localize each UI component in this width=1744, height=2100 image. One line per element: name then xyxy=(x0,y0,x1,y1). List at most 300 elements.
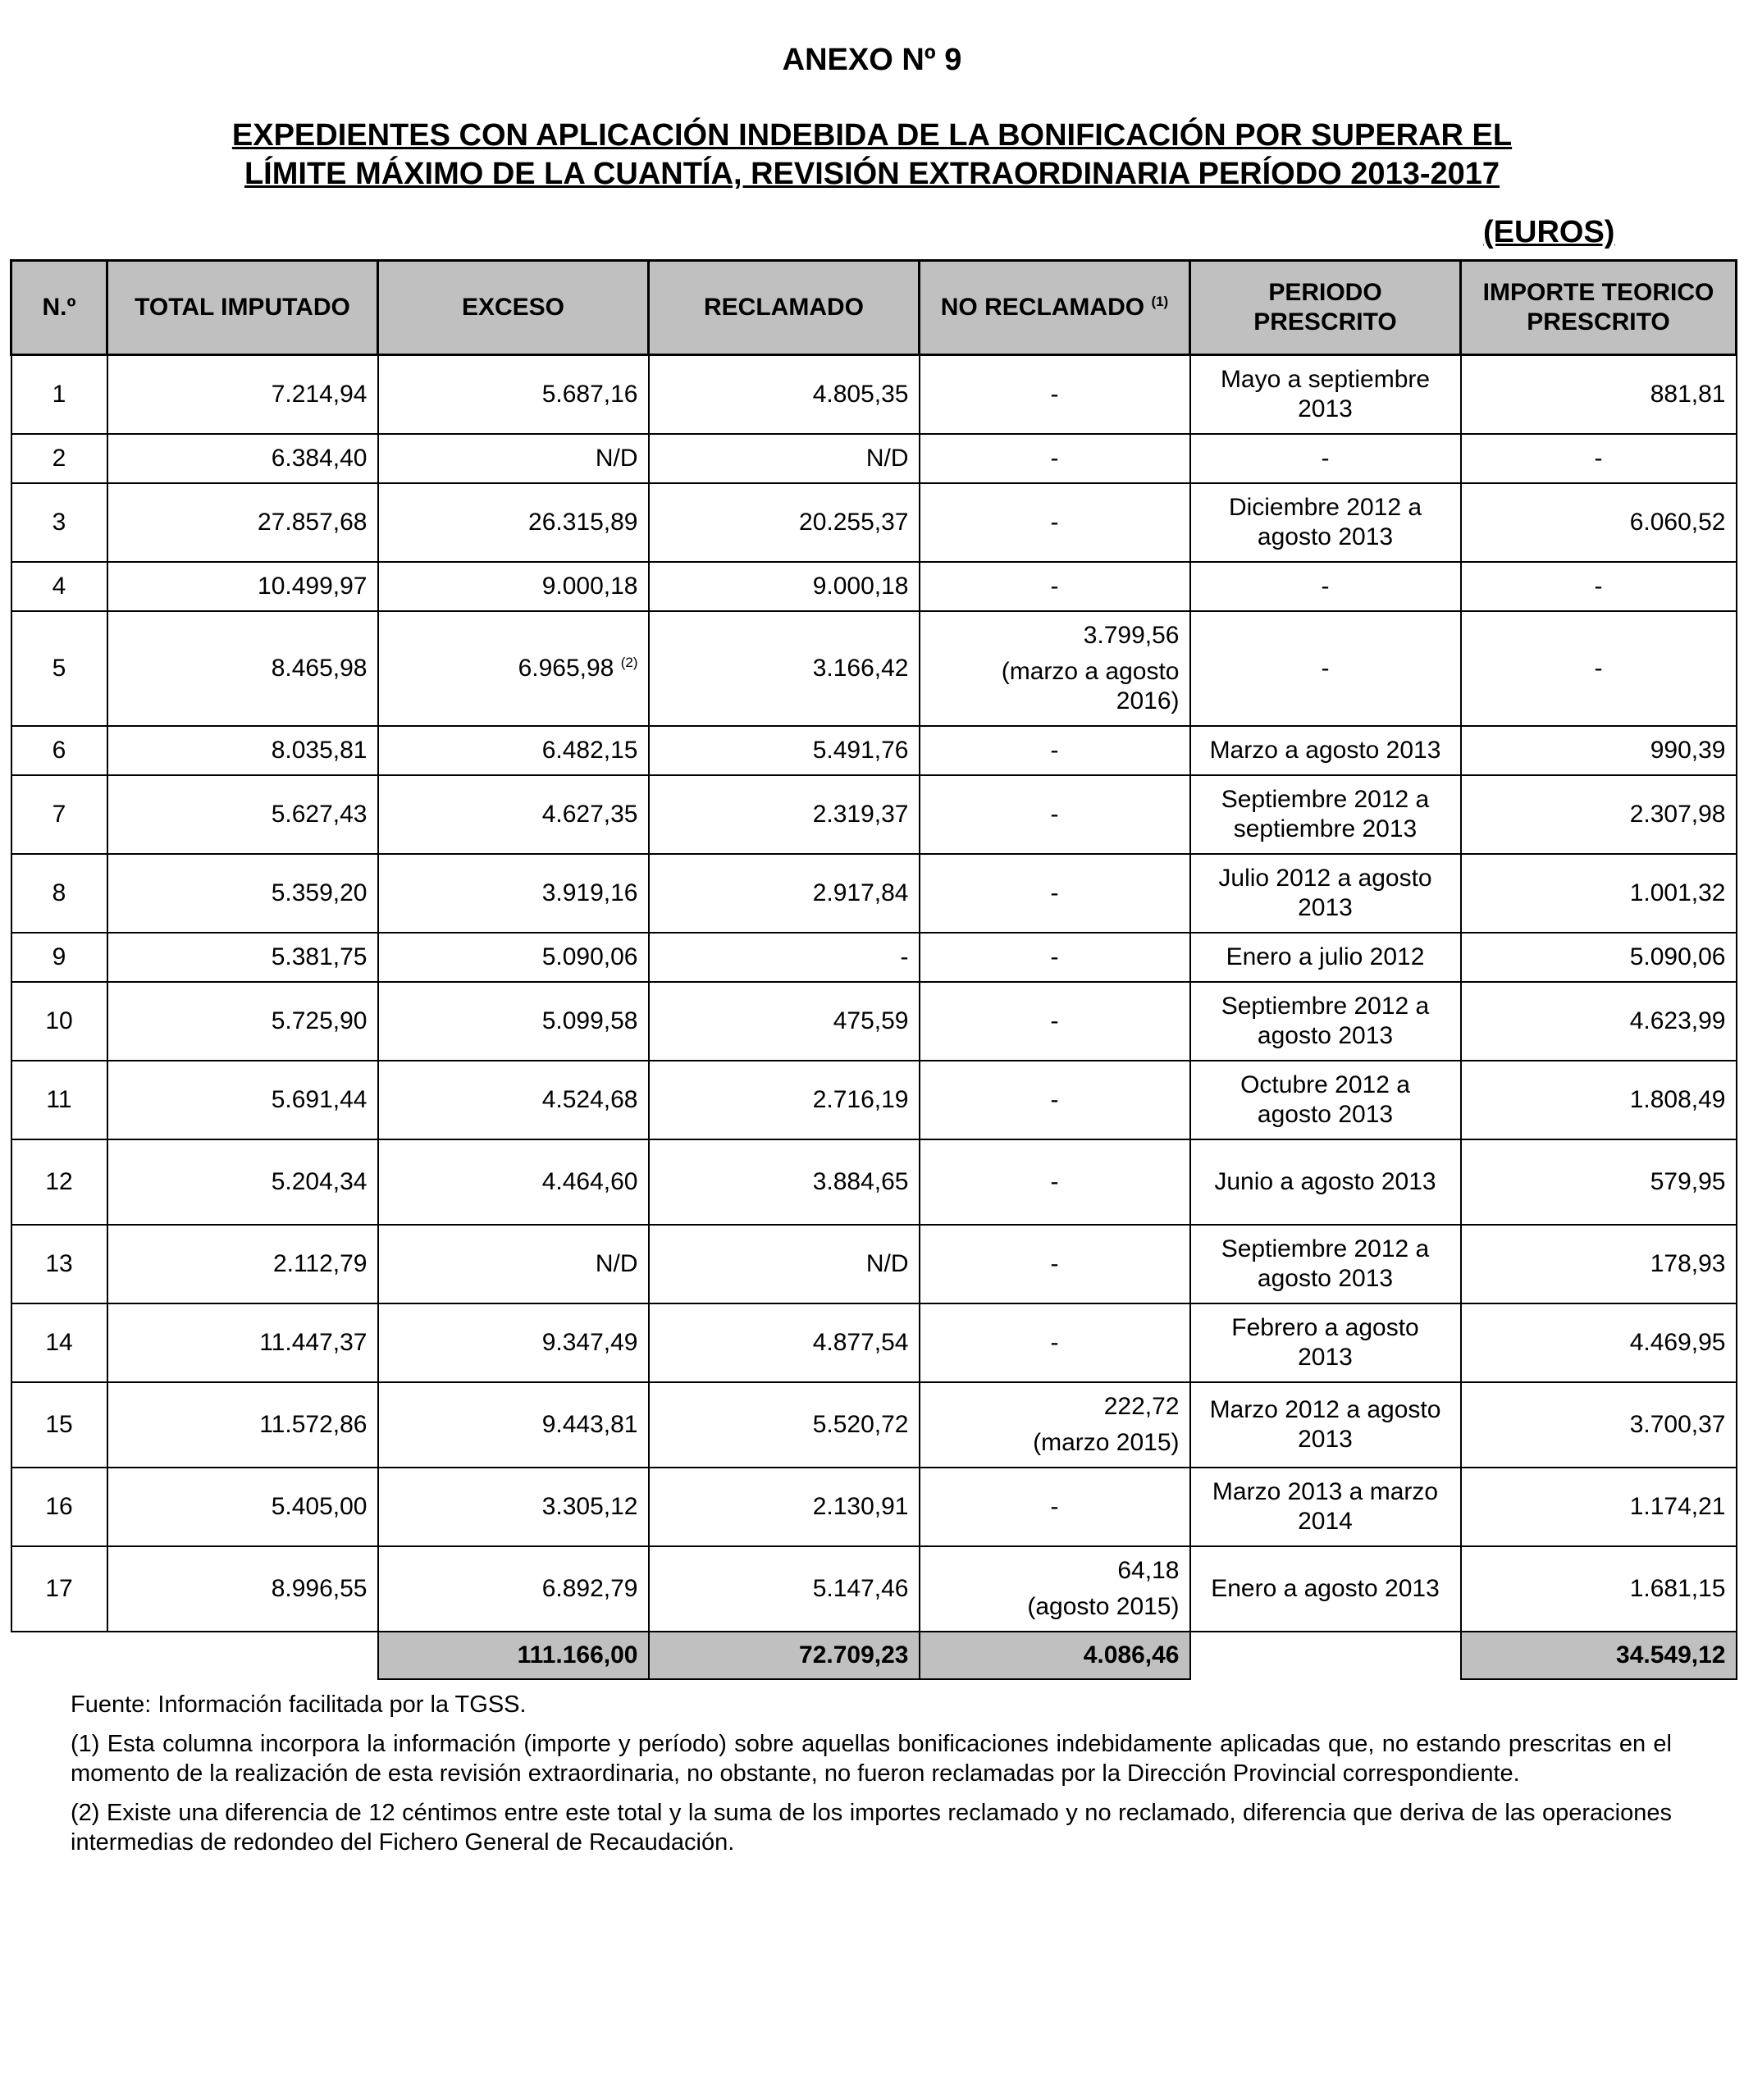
cell-num xyxy=(11,611,107,726)
cell-exceso-value: 5.687,16 xyxy=(541,380,638,408)
cell-importe-teorico xyxy=(1461,1225,1737,1303)
cell-reclamado xyxy=(649,611,920,726)
cell-no-reclamado-amount: - xyxy=(1050,444,1059,472)
cell-periodo-prescrito xyxy=(1190,933,1461,982)
cell-total-value: 5.381,75 xyxy=(271,943,368,970)
table-row xyxy=(11,726,1737,775)
cell-importe-value: 4.469,95 xyxy=(1629,1328,1726,1356)
cell-periodo-prescrito xyxy=(1190,1382,1461,1468)
cell-num xyxy=(11,775,107,854)
cell-periodo-line-1: - xyxy=(1321,444,1330,472)
cell-importe-value: 1.681,15 xyxy=(1629,1574,1726,1602)
cell-no-reclamado xyxy=(920,726,1190,775)
cell-no-reclamado xyxy=(920,1468,1190,1546)
cell-importe-teorico xyxy=(1461,1546,1737,1632)
cell-no-reclamado xyxy=(920,1139,1190,1225)
cell-reclamado-value: 9.000,18 xyxy=(812,572,909,600)
cell-reclamado-value: 475,59 xyxy=(833,1007,909,1034)
table-row xyxy=(11,611,1737,726)
cell-reclamado-value: 5.147,46 xyxy=(812,1574,909,1602)
cell-exceso xyxy=(378,933,649,982)
total-importe xyxy=(1461,1632,1737,1679)
cell-no-reclamado xyxy=(920,355,1190,434)
cell-total-value: 6.384,40 xyxy=(271,444,368,472)
cell-total-value: 5.204,34 xyxy=(271,1167,368,1195)
table-row xyxy=(11,562,1737,611)
cell-importe-teorico xyxy=(1461,1382,1737,1468)
header-reclamado: RECLAMADO xyxy=(649,261,920,355)
cell-exceso xyxy=(378,1139,649,1225)
footnote-2: (2) Existe una diferencia de 12 céntimos entre este total y la suma de los importes reclamado y no reclamado, diferencia que deriva de las operaciones intermedias de redondeo del Fichero General de Recaudación. xyxy=(71,1800,1672,1856)
cell-total-value: 5.627,43 xyxy=(271,800,368,828)
cell-importe-value: 6.060,52 xyxy=(1629,508,1726,536)
cell-reclamado-value: 2.917,84 xyxy=(812,879,909,906)
cell-reclamado-value: 3.166,42 xyxy=(812,654,909,682)
cell-num-value: 11 xyxy=(46,1085,72,1113)
cell-reclamado xyxy=(649,775,920,854)
cell-periodo-line-2: septiembre 2013 xyxy=(1233,815,1418,842)
title-line-1: EXPEDIENTES CON APLICACIÓN INDEBIDA DE LA BONIFICACIÓN POR SUPERAR EL xyxy=(231,118,1513,153)
annex-number: ANEXO Nº 9 xyxy=(782,43,962,77)
cell-importe-value: 3.700,37 xyxy=(1629,1410,1726,1438)
cell-total-imputado xyxy=(107,775,378,854)
cell-exceso-value: 4.464,60 xyxy=(541,1167,638,1195)
cell-importe-value: 881,81 xyxy=(1650,380,1726,408)
cell-exceso-value: 3.305,12 xyxy=(541,1492,638,1520)
cell-reclamado xyxy=(649,355,920,434)
cell-importe-teorico xyxy=(1461,726,1737,775)
cell-periodo-line-2: agosto 2013 xyxy=(1257,1264,1394,1292)
table-row xyxy=(11,854,1737,933)
cell-periodo-prescrito xyxy=(1190,434,1461,483)
header-total-imputado: TOTAL IMPUTADO xyxy=(107,261,378,355)
cell-reclamado xyxy=(649,1303,920,1382)
cell-num-value: 13 xyxy=(45,1249,73,1277)
cell-reclamado-value: N/D xyxy=(865,444,909,472)
table-row xyxy=(11,1139,1737,1225)
cell-no-reclamado-amount: - xyxy=(1050,736,1059,764)
cell-total-imputado xyxy=(107,562,378,611)
cell-no-reclamado-amount: - xyxy=(1050,508,1059,536)
cell-periodo-line-2: agosto 2013 xyxy=(1257,1021,1394,1049)
cell-num-value: 12 xyxy=(45,1167,73,1195)
cell-exceso xyxy=(378,562,649,611)
cell-exceso-value: 6.965,98 xyxy=(518,654,614,682)
cell-importe-value: 1.174,21 xyxy=(1629,1492,1726,1520)
total-reclamado-value: 72.709,23 xyxy=(799,1641,909,1669)
cell-exceso xyxy=(378,434,649,483)
cell-num xyxy=(11,933,107,982)
cell-periodo-line-1: Enero a julio 2012 xyxy=(1226,943,1425,970)
cell-num xyxy=(11,483,107,562)
cell-total-value: 5.405,00 xyxy=(271,1492,368,1520)
cell-exceso-value: 6.892,79 xyxy=(541,1574,638,1602)
cell-no-reclamado-amount: - xyxy=(1050,1007,1059,1034)
cell-periodo-line-2: 2013 xyxy=(1298,395,1353,422)
total-exceso-value: 111.166,00 xyxy=(517,1641,638,1669)
cell-no-reclamado-amount: - xyxy=(1050,879,1059,906)
cell-no-reclamado-amount: - xyxy=(1050,1492,1059,1520)
cell-periodo-prescrito xyxy=(1190,355,1461,434)
cell-reclamado xyxy=(649,982,920,1061)
cell-periodo-line-1: Marzo a agosto 2013 xyxy=(1209,736,1441,764)
header-no-reclamado-label: NO RECLAMADO xyxy=(940,294,1145,321)
cell-exceso-value: N/D xyxy=(595,444,638,472)
total-no-reclamado-value: 4.086,46 xyxy=(1083,1641,1180,1669)
cell-periodo-prescrito xyxy=(1190,1061,1461,1139)
cell-periodo-prescrito xyxy=(1190,1303,1461,1382)
cell-num-value: 7 xyxy=(52,800,66,828)
cell-reclamado xyxy=(649,1139,920,1225)
cell-num xyxy=(11,1382,107,1468)
cell-importe-teorico xyxy=(1461,933,1737,982)
cell-no-reclamado-amount: - xyxy=(1050,943,1059,970)
header-exceso: EXCESO xyxy=(378,261,649,355)
cell-num xyxy=(11,1225,107,1303)
cell-total-value: 10.499,97 xyxy=(258,572,368,600)
cell-exceso xyxy=(378,1468,649,1546)
cell-total-imputado xyxy=(107,434,378,483)
cell-periodo-prescrito xyxy=(1190,1546,1461,1632)
cell-importe-teorico xyxy=(1461,854,1737,933)
units-label: (EUROS) xyxy=(1483,215,1615,249)
table-row xyxy=(11,355,1737,434)
cell-num-value: 1 xyxy=(52,380,66,408)
cell-total-imputado xyxy=(107,1303,378,1382)
cell-total-imputado xyxy=(107,1061,378,1139)
cell-importe-teorico xyxy=(1461,355,1737,434)
cell-total-imputado xyxy=(107,1382,378,1468)
total-blank-num xyxy=(11,1632,107,1679)
cell-periodo-line-1: Febrero a agosto xyxy=(1231,1313,1419,1341)
totals-row xyxy=(11,1632,1737,1679)
cell-no-reclamado-amount: - xyxy=(1050,1085,1059,1113)
cell-num xyxy=(11,355,107,434)
cell-reclamado-value: 3.884,65 xyxy=(812,1167,909,1195)
table-row xyxy=(11,982,1737,1061)
cell-periodo-prescrito xyxy=(1190,1139,1461,1225)
header-periodo-line-1: PERIODO xyxy=(1268,279,1382,306)
table-row xyxy=(11,1382,1737,1468)
cell-total-value: 8.996,55 xyxy=(271,1574,368,1602)
cell-exceso xyxy=(378,611,649,726)
cell-periodo-line-1: Diciembre 2012 a xyxy=(1228,493,1422,521)
cell-periodo-line-1: Marzo 2013 a marzo xyxy=(1212,1477,1439,1505)
cell-total-value: 11.572,86 xyxy=(259,1410,368,1438)
cell-exceso-value: 5.099,58 xyxy=(541,1007,638,1034)
header-periodo-line-2: PRESCRITO xyxy=(1253,308,1397,336)
cell-total-value: 8.035,81 xyxy=(271,736,368,764)
cell-periodo-line-2: agosto 2013 xyxy=(1257,1100,1394,1128)
table-header-row xyxy=(11,261,1737,355)
cell-reclamado-value: - xyxy=(900,943,909,970)
cell-num xyxy=(11,434,107,483)
cell-no-reclamado-amount: - xyxy=(1050,572,1059,600)
cell-total-value: 8.465,98 xyxy=(271,654,368,682)
cell-no-reclamado-amount: 222,72 xyxy=(1103,1392,1180,1420)
cell-reclamado-value: N/D xyxy=(865,1249,909,1277)
cell-importe-teorico xyxy=(1461,611,1737,726)
cell-total-imputado xyxy=(107,611,378,726)
cell-reclamado xyxy=(649,854,920,933)
cell-periodo-line-1: Marzo 2012 a agosto xyxy=(1209,1395,1441,1423)
cell-no-reclamado-period: (agosto 2015) xyxy=(1027,1592,1180,1620)
cell-no-reclamado xyxy=(920,611,1190,726)
cell-reclamado xyxy=(649,933,920,982)
cell-reclamado-value: 4.877,54 xyxy=(812,1328,909,1356)
cell-reclamado-value: 2.319,37 xyxy=(812,800,909,828)
cell-reclamado-value: 4.805,35 xyxy=(812,380,909,408)
cell-total-imputado xyxy=(107,355,378,434)
table-row xyxy=(11,434,1737,483)
cell-periodo-line-1: Enero a agosto 2013 xyxy=(1211,1574,1440,1602)
cell-periodo-prescrito xyxy=(1190,562,1461,611)
cell-num xyxy=(11,982,107,1061)
footnotes xyxy=(71,1690,1672,1867)
cell-periodo-prescrito xyxy=(1190,775,1461,854)
total-exceso xyxy=(378,1632,649,1679)
cell-importe-value: 4.623,99 xyxy=(1629,1007,1726,1034)
cell-reclamado-value: 2.716,19 xyxy=(812,1085,909,1113)
cell-importe-value: 5.090,06 xyxy=(1629,943,1726,970)
cell-periodo-line-1: Julio 2012 a agosto xyxy=(1218,864,1432,892)
cell-periodo-prescrito xyxy=(1190,726,1461,775)
cell-total-imputado xyxy=(107,726,378,775)
cell-num xyxy=(11,1139,107,1225)
table-row xyxy=(11,1225,1737,1303)
table-row xyxy=(11,1468,1737,1546)
cell-periodo-line-1: Septiembre 2012 a xyxy=(1221,1235,1430,1262)
cell-exceso xyxy=(378,1061,649,1139)
cell-total-value: 7.214,94 xyxy=(271,380,368,408)
cell-exceso xyxy=(378,726,649,775)
table-row xyxy=(11,1303,1737,1382)
header-importe-teorico xyxy=(1461,261,1737,355)
cell-exceso xyxy=(378,1382,649,1468)
cell-importe-value: 1.001,32 xyxy=(1629,879,1726,906)
cell-exceso-value: 9.347,49 xyxy=(541,1328,638,1356)
cell-exceso xyxy=(378,1225,649,1303)
cell-periodo-line-2: 2013 xyxy=(1298,1343,1353,1371)
cell-periodo-line-2: agosto 2013 xyxy=(1257,523,1394,550)
cell-total-imputado xyxy=(107,1468,378,1546)
cell-importe-teorico xyxy=(1461,775,1737,854)
cell-total-imputado xyxy=(107,483,378,562)
title-line-2: LÍMITE MÁXIMO DE LA CUANTÍA, REVISIÓN EXTRAORDINARIA PERÍODO 2013-2017 xyxy=(244,157,1500,191)
cell-importe-value: 990,39 xyxy=(1650,736,1726,764)
cell-no-reclamado-amount: - xyxy=(1050,1167,1059,1195)
cell-periodo-line-1: Junio a agosto 2013 xyxy=(1214,1167,1436,1195)
cell-exceso-value: 4.627,35 xyxy=(541,800,638,828)
cell-no-reclamado-amount: - xyxy=(1050,380,1059,408)
cell-reclamado xyxy=(649,1382,920,1468)
cell-total-imputado xyxy=(107,933,378,982)
cell-total-imputado xyxy=(107,982,378,1061)
cell-no-reclamado xyxy=(920,775,1190,854)
cell-reclamado xyxy=(649,726,920,775)
cell-reclamado xyxy=(649,1225,920,1303)
cell-exceso xyxy=(378,355,649,434)
cell-reclamado xyxy=(649,1546,920,1632)
cell-reclamado-value: 20.255,37 xyxy=(799,508,909,536)
cell-num-value: 17 xyxy=(45,1574,73,1602)
total-no-reclamado xyxy=(920,1632,1190,1679)
cell-no-reclamado-amount: - xyxy=(1050,1328,1059,1356)
cell-num-value: 4 xyxy=(52,572,66,600)
cell-exceso-value: 9.443,81 xyxy=(541,1410,638,1438)
cell-importe-teorico xyxy=(1461,434,1737,483)
cell-num-value: 2 xyxy=(52,444,66,472)
cell-periodo-line-2: 2013 xyxy=(1298,1425,1353,1453)
cell-no-reclamado xyxy=(920,1225,1190,1303)
cell-num-value: 8 xyxy=(52,879,66,906)
cell-no-reclamado xyxy=(920,1382,1190,1468)
cell-num xyxy=(11,726,107,775)
cell-periodo-line-2: 2014 xyxy=(1298,1507,1353,1535)
cell-num-value: 10 xyxy=(45,1007,73,1034)
table-row xyxy=(11,775,1737,854)
cell-num xyxy=(11,1468,107,1546)
cell-exceso-value: N/D xyxy=(595,1249,638,1277)
cell-importe-value: 1.808,49 xyxy=(1629,1085,1726,1113)
cell-no-reclamado-period-2: 2016) xyxy=(1116,687,1180,714)
cell-exceso xyxy=(378,1546,649,1632)
cell-periodo-line-2: 2013 xyxy=(1298,893,1353,921)
cell-reclamado xyxy=(649,1061,920,1139)
cell-num-value: 3 xyxy=(52,508,66,536)
cell-num-value: 15 xyxy=(45,1410,73,1438)
cell-no-reclamado xyxy=(920,982,1190,1061)
cell-importe-value: 178,93 xyxy=(1650,1249,1726,1277)
header-importe-line-2: PRESCRITO xyxy=(1527,308,1670,336)
total-blank-imputado xyxy=(107,1632,378,1679)
cell-importe-teorico xyxy=(1461,982,1737,1061)
cell-no-reclamado xyxy=(920,483,1190,562)
cell-importe-teorico xyxy=(1461,1303,1737,1382)
cell-num-value: 5 xyxy=(52,654,66,682)
cell-reclamado xyxy=(649,434,920,483)
table-row xyxy=(11,1546,1737,1632)
cell-periodo-prescrito xyxy=(1190,1468,1461,1546)
cell-reclamado-value: 5.491,76 xyxy=(812,736,909,764)
expedientes-table xyxy=(10,259,1737,1680)
footnote-1: (1) Esta columna incorpora la información (importe y período) sobre aquellas bonificaciones indebidamente aplicadas que, no estando prescritas en el momento de la realización de esta revisión extraordinaria, no obstante, no fueron reclamadas por la Dirección Provincial correspondiente. xyxy=(71,1731,1672,1787)
cell-importe-value: 2.307,98 xyxy=(1629,800,1726,828)
cell-exceso-value: 3.919,16 xyxy=(541,879,638,906)
total-reclamado xyxy=(649,1632,920,1679)
cell-importe-teorico xyxy=(1461,1468,1737,1546)
cell-no-reclamado xyxy=(920,933,1190,982)
header-no-reclamado-note: (1) xyxy=(1151,294,1169,309)
cell-importe-teorico xyxy=(1461,483,1737,562)
cell-num-value: 6 xyxy=(52,736,66,764)
cell-importe-value: - xyxy=(1594,572,1603,600)
cell-num xyxy=(11,854,107,933)
cell-no-reclamado-amount: - xyxy=(1050,1249,1059,1277)
cell-total-value: 27.857,68 xyxy=(258,508,368,536)
cell-num xyxy=(11,1061,107,1139)
cell-periodo-prescrito xyxy=(1190,854,1461,933)
cell-reclamado xyxy=(649,1468,920,1546)
header-periodo-prescrito xyxy=(1190,261,1461,355)
cell-total-imputado xyxy=(107,854,378,933)
cell-exceso-value: 5.090,06 xyxy=(541,943,638,970)
cell-num-value: 14 xyxy=(45,1328,73,1356)
cell-total-value: 5.359,20 xyxy=(271,879,368,906)
cell-no-reclamado xyxy=(920,434,1190,483)
header-num: N.º xyxy=(11,261,107,355)
total-blank-periodo xyxy=(1190,1632,1461,1679)
cell-exceso xyxy=(378,775,649,854)
cell-periodo-line-1: Octubre 2012 a xyxy=(1240,1071,1410,1098)
cell-periodo-prescrito xyxy=(1190,483,1461,562)
cell-importe-value: 579,95 xyxy=(1650,1167,1726,1195)
cell-reclamado xyxy=(649,562,920,611)
table-row xyxy=(11,1061,1737,1139)
cell-importe-value: - xyxy=(1594,444,1603,472)
cell-no-reclamado xyxy=(920,854,1190,933)
cell-exceso-value: 9.000,18 xyxy=(541,572,638,600)
cell-periodo-line-1: - xyxy=(1321,572,1330,600)
document-title xyxy=(82,116,1662,194)
cell-exceso-value: 26.315,89 xyxy=(528,508,638,536)
header-no-reclamado xyxy=(920,261,1190,355)
cell-importe-teorico xyxy=(1461,1061,1737,1139)
cell-reclamado-value: 2.130,91 xyxy=(812,1492,909,1520)
cell-exceso-value: 4.524,68 xyxy=(541,1085,638,1113)
cell-no-reclamado-period: (marzo a agosto xyxy=(1001,657,1180,685)
cell-exceso xyxy=(378,854,649,933)
cell-total-value: 5.725,90 xyxy=(271,1007,368,1034)
cell-periodo-line-1: Septiembre 2012 a xyxy=(1221,992,1430,1020)
cell-total-value: 5.691,44 xyxy=(271,1085,368,1113)
cell-no-reclamado xyxy=(920,1061,1190,1139)
cell-no-reclamado-amount: 3.799,56 xyxy=(1083,621,1180,649)
cell-periodo-line-1: - xyxy=(1321,654,1330,682)
cell-no-reclamado xyxy=(920,1546,1190,1632)
cell-total-imputado xyxy=(107,1139,378,1225)
cell-num-value: 9 xyxy=(52,943,66,970)
cell-periodo-line-1: Septiembre 2012 a xyxy=(1221,785,1430,813)
cell-no-reclamado xyxy=(920,1303,1190,1382)
cell-num-value: 16 xyxy=(45,1492,73,1520)
cell-total-imputado xyxy=(107,1546,378,1632)
cell-periodo-prescrito xyxy=(1190,611,1461,726)
cell-importe-teorico xyxy=(1461,1139,1737,1225)
table-body xyxy=(11,355,1737,1679)
exceso-footnote-ref: (2) xyxy=(620,654,638,670)
cell-total-value: 11.447,37 xyxy=(259,1328,368,1356)
cell-reclamado xyxy=(649,483,920,562)
cell-exceso xyxy=(378,982,649,1061)
cell-total-imputado xyxy=(107,1225,378,1303)
table-row xyxy=(11,483,1737,562)
cell-periodo-line-1: Mayo a septiembre xyxy=(1220,365,1431,393)
cell-num xyxy=(11,562,107,611)
cell-num xyxy=(11,1303,107,1382)
source-note: Fuente: Información facilitada por la TGSS. xyxy=(71,1691,527,1718)
cell-periodo-prescrito xyxy=(1190,982,1461,1061)
cell-importe-value: - xyxy=(1594,654,1603,682)
cell-periodo-prescrito xyxy=(1190,1225,1461,1303)
cell-exceso-value: 6.482,15 xyxy=(541,736,638,764)
cell-no-reclamado-period: (marzo 2015) xyxy=(1033,1428,1180,1456)
table-row xyxy=(11,933,1737,982)
cell-no-reclamado xyxy=(920,562,1190,611)
cell-exceso xyxy=(378,483,649,562)
cell-no-reclamado-amount: 64,18 xyxy=(1117,1556,1180,1584)
cell-reclamado-value: 5.520,72 xyxy=(812,1410,909,1438)
